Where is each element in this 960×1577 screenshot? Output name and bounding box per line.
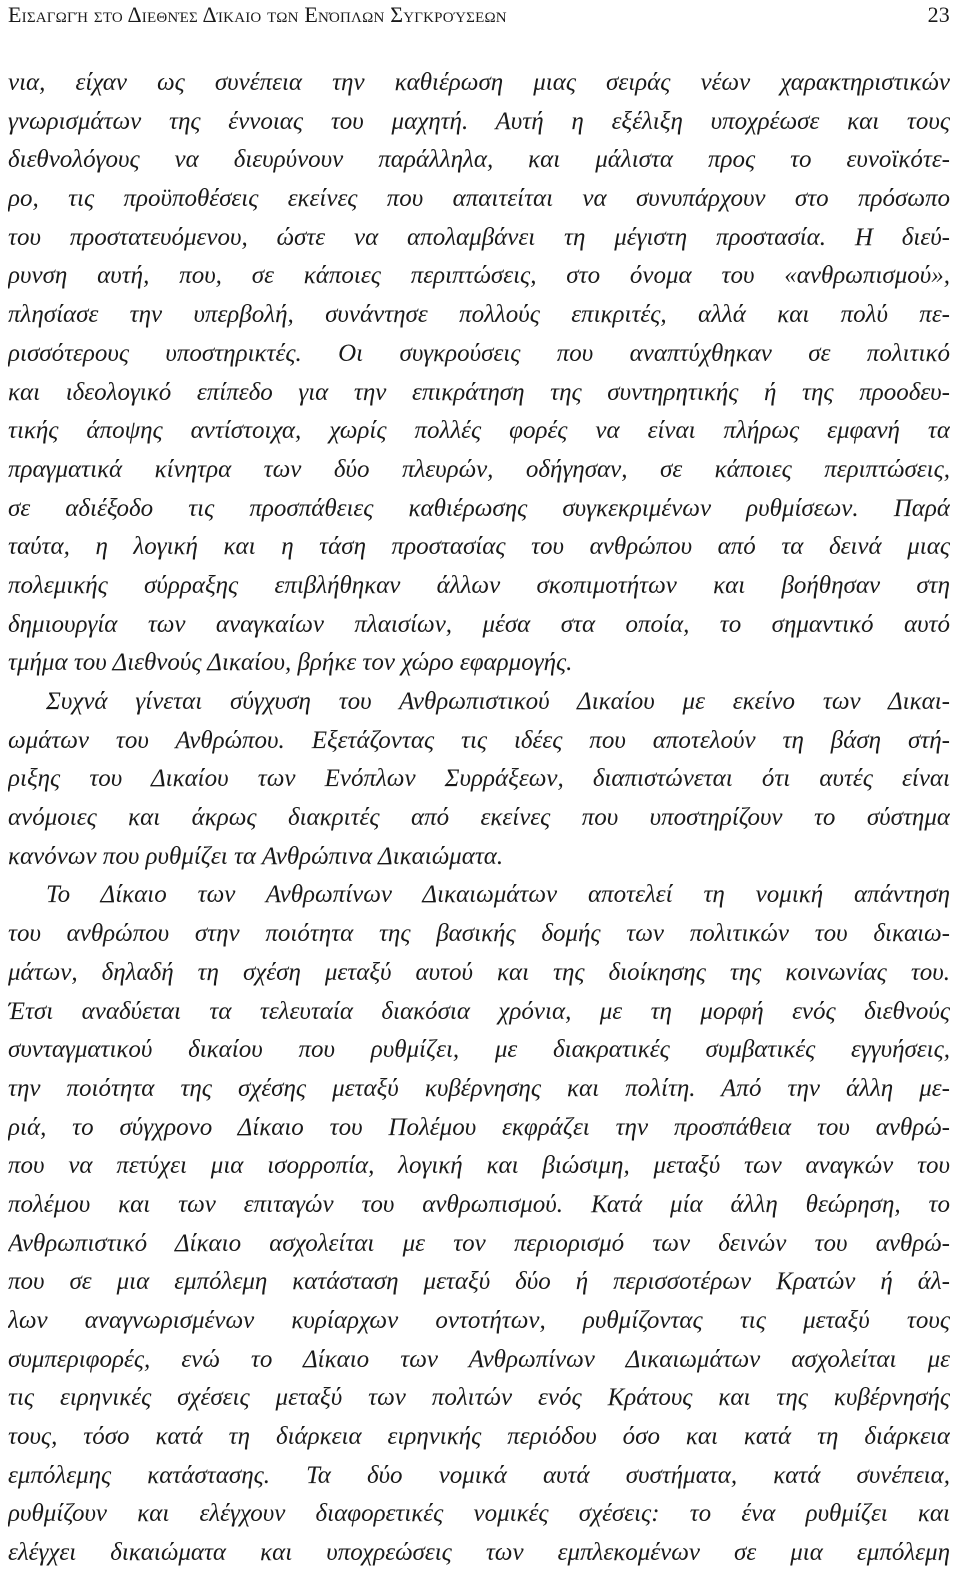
text-line: και ιδεολογικό επίπεδο για την επικράτηση της συντηρητικής ή της προοδευ- — [8, 378, 950, 406]
text-line: του προστατευόμενου, ώστε να απολαμβάνει τη μέγιστη προστασία. Η διεύ- — [8, 223, 950, 251]
text-line: Συχνά γίνεται σύγχυση του Ανθρωπιστικού Δικαίου με εκείνο των Δικαι- — [46, 688, 950, 715]
page-number: 23 — [927, 2, 950, 27]
text-line: γνωρισμάτων της έννοιας του μαχητή. Αυτή η εξέλιξη υποχρέωσε και τους — [8, 107, 950, 135]
text-line: ταύτα, η λογική και η τάση προστασίας του ανθρώπου από τα δεινά μιας — [8, 533, 950, 561]
text-line: του ανθρώπου στην ποιότητα της βασικής δομής των πολιτικών του δικαιω- — [8, 920, 950, 948]
text-line: σε αδιέξοδο τις προσπάθειες καθιέρωσης συγκεκριμένων ρυθμίσεων. Παρά — [8, 494, 950, 522]
body-text — [8, 64, 950, 1573]
text-line: Έτσι αναδύεται τα τελευταία διακόσια χρόνια, με τη μορφή ενός διεθνούς — [8, 997, 950, 1025]
text-line: ελέγχει δικαιώματα και υποχρεώσεις των εμπλεκομένων σε μια εμπόλεμη — [8, 1539, 950, 1567]
text-line: Ανθρωπιστικό Δίκαιο ασχολείται με τον περιορισμό των δεινών του ανθρώ- — [8, 1229, 950, 1257]
text-line: ρισσότερους υποστηρικτές. Οι συγκρούσεις που αναπτύχθηκαν σε πολιτικό — [8, 339, 950, 367]
text-line: την ποιότητα της σχέσης μεταξύ κυβέρνησης και πολίτη. Από την άλλη με- — [8, 1074, 950, 1102]
text-line: μάτων, δηλαδή τη σχέση μεταξύ αυτού και της διοίκησης της κοινωνίας του. — [8, 958, 950, 986]
text-line: διεθνολόγους να διευρύνουν παράλληλα, και μάλιστα προς το ευνοϊκότε- — [8, 146, 950, 174]
text-line: τις ειρηνικές σχέσεις μεταξύ των πολιτών ενός Κράτους και της κυβέρνησής — [8, 1384, 950, 1412]
text-line: συμπεριφορές, ενώ το Δίκαιο των Ανθρωπίνων Δικαιωμάτων ασχολείται με — [8, 1345, 950, 1373]
running-header — [8, 2, 950, 32]
text-line: τμήμα του Διεθνούς Δικαίου, βρήκε τον χώρο εφαρμογής. — [8, 649, 573, 677]
text-line: που σε μια εμπόλεμη κατάσταση μεταξύ δύο ή περισσοτέρων Κρατών ή άλ- — [8, 1268, 950, 1296]
text-line: δημιουργία των αναγκαίων πλαισίων, μέσα στα οποία, το σημαντικό αυτό — [8, 610, 950, 638]
text-line: τικής άποψης αντίστοιχα, χωρίς πολλές φορές να είναι πλήρως εμφανή τα — [8, 417, 950, 445]
text-line: ριά, το σύγχρονο Δίκαιο του Πολέμου εκφράζει την προσπάθεια του ανθρώ- — [8, 1113, 950, 1141]
text-line: ρυθμίζουν και ελέγχουν διαφορετικές νομικές σχέσεις: το ένα ρυθμίζει και — [8, 1500, 950, 1528]
text-line: κανόνων που ρυθμίζει τα Ανθρώπινα Δικαιώματα. — [8, 842, 504, 870]
text-line: εμπόλεμης κατάστασης. Τα δύο νομικά αυτά συστήματα, κατά συνέπεια, — [8, 1461, 950, 1489]
text-line: τους, τόσο κατά τη διάρκεια ειρηνικής περιόδου όσο και κατά τη διάρκεια — [8, 1423, 950, 1451]
text-line: ανόμοιες και άκρως διακριτές από εκείνες που υποστηρίζουν το σύστημα — [8, 804, 950, 832]
text-line: λων αναγνωρισμένων κυρίαρχων οντοτήτων, ρυθμίζοντας τις μεταξύ τους — [8, 1307, 950, 1334]
text-line: ριξης του Δικαίου των Ενόπλων Συρράξεων, διαπιστώνεται ότι αυτές είναι — [8, 765, 950, 793]
text-line: που να πετύχει μια ισορροπία, λογική και βιώσιμη, μεταξύ των αναγκών του — [8, 1152, 950, 1180]
text-line: ρυνση αυτή, που, σε κάποιες περιπτώσεις, στο όνομα του «ανθρωπισμού», — [8, 262, 950, 290]
text-line: Το Δίκαιο των Ανθρωπίνων Δικαιωμάτων αποτελεί τη νομική απάντηση — [46, 881, 950, 909]
text-line: συνταγματικού δικαίου που ρυθμίζει, με διακρατικές συμβατικές εγγυήσεις, — [8, 1036, 950, 1064]
text-line: νια, είχαν ως συνέπεια την καθιέρωση μιας σειράς νέων χαρακτηριστικών — [8, 69, 950, 96]
running-head-title: Εισαγωγή στο Διεθνές Δίκαιο των Ενόπλων Συγκρούσεων — [8, 2, 507, 27]
text-line: ρο, τις προϋποθέσεις εκείνες που απαιτείται να συνυπάρχουν στο πρόσωπο — [8, 185, 950, 213]
text-line: πολέμου και των επιταγών του ανθρωπισμού. Κατά μία άλλη θεώρηση, το — [8, 1190, 950, 1218]
text-line: πραγματικά κίνητρα των δύο πλευρών, οδήγησαν, σε κάποιες περιπτώσεις, — [8, 455, 950, 483]
text-line: πλησίασε την υπερβολή, συνάντησε πολλούς επικριτές, αλλά και πολύ πε- — [8, 301, 950, 329]
text-line: πολεμικής σύρραξης επιβλήθηκαν άλλων σκοπιμοτήτων και βοήθησαν στη — [8, 571, 950, 599]
text-line: ωμάτων του Ανθρώπου. Εξετάζοντας τις ιδέες που αποτελούν τη βάση στή- — [8, 726, 950, 754]
